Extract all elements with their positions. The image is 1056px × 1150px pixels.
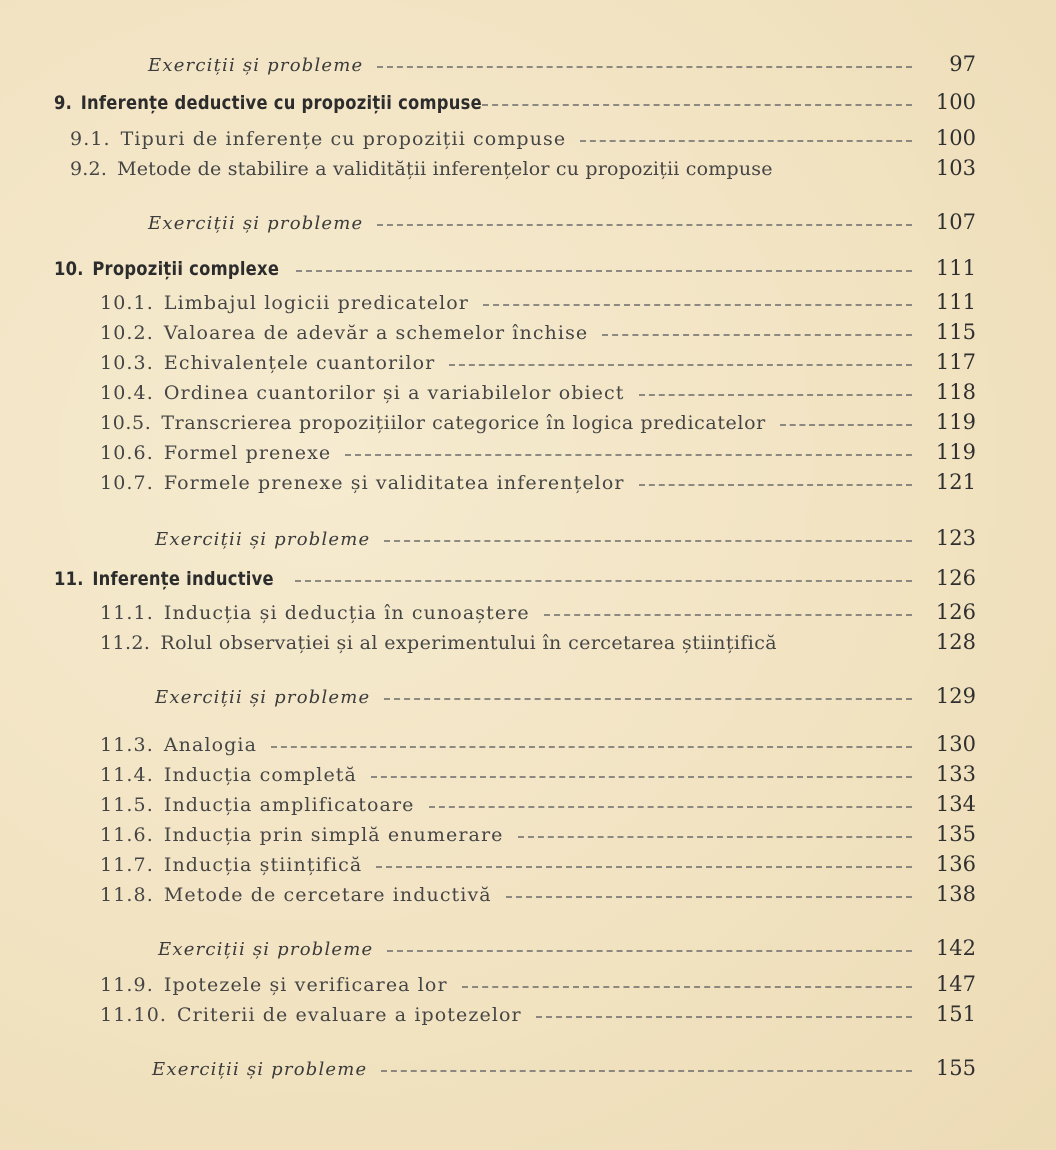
toc-entry-chapter[interactable] (0, 256, 1056, 286)
dot-leader (580, 140, 912, 142)
dot-leader (483, 304, 912, 306)
entry-title: 11. Inferențe inductive (54, 568, 274, 590)
entry-title: 11.2. Rolul observației și al experimentului în cercetarea științifică (100, 632, 778, 654)
toc-entry-section[interactable] (0, 156, 1056, 186)
toc-entry-section[interactable] (0, 320, 1056, 350)
section-number: 10.4. (100, 382, 154, 404)
section-number: 9.2. (70, 158, 108, 180)
page-number: 136 (935, 852, 976, 876)
toc-entry-section[interactable] (0, 972, 1056, 1002)
entry-title: Exerciții și probleme (158, 939, 374, 960)
entry-title: 11.10. Criterii de evaluare a ipotezelor (100, 1004, 522, 1026)
page-number: 119 (935, 410, 976, 434)
toc-entry-section[interactable] (0, 410, 1056, 440)
chapter-number: 9. (54, 92, 73, 114)
entry-title: 10.4. Ordinea cuantorilor și a variabilelor obiect (100, 382, 625, 404)
section-number: 9.1. (70, 128, 111, 150)
entry-title: 9. Inferențe deductive cu propoziții compuse (54, 92, 482, 114)
entry-title: 11.6. Inducția prin simplă enumerare (100, 824, 504, 846)
toc-entry-section[interactable] (0, 380, 1056, 410)
toc-entry-section[interactable] (0, 822, 1056, 852)
page-number: 129 (935, 684, 976, 708)
dot-leader (449, 364, 912, 366)
dot-leader (544, 614, 912, 616)
entry-title: 11.1. Inducția și deducția în cunoaștere (100, 602, 530, 624)
dot-leader (381, 1070, 912, 1072)
toc-entry-exercise[interactable] (0, 526, 1056, 556)
page-number: 107 (935, 210, 976, 234)
page-number: 118 (935, 380, 976, 404)
page-number: 111 (935, 290, 976, 314)
page-number: 103 (935, 156, 976, 180)
page-number: 134 (935, 792, 976, 816)
section-number: 10.6. (100, 442, 154, 464)
page-number: 155 (935, 1056, 976, 1080)
entry-title: 11.7. Inducția științifică (100, 854, 363, 876)
entry-title: 10. Propoziții complexe (54, 258, 280, 280)
toc-entry-section[interactable] (0, 732, 1056, 762)
entry-title: 9.1. Tipuri de inferențe cu propoziții compuse (70, 128, 567, 150)
entry-title: 10.6. Formel prenexe (100, 442, 332, 464)
page-number: 123 (935, 526, 976, 550)
section-number: 11.8. (100, 884, 154, 906)
entry-title: 11.8. Metode de cercetare inductivă (100, 884, 492, 906)
dot-leader (377, 66, 912, 68)
toc-entry-chapter[interactable] (0, 566, 1056, 596)
toc-entry-section[interactable] (0, 126, 1056, 156)
dot-leader (482, 104, 912, 106)
page-number: 135 (935, 822, 976, 846)
page-number: 111 (935, 256, 976, 280)
entry-title: Exerciții și probleme (152, 1059, 368, 1080)
dot-leader (639, 394, 913, 396)
toc-entry-section[interactable] (0, 852, 1056, 882)
toc-entry-exercise[interactable] (0, 1056, 1056, 1086)
section-number: 11.1. (100, 602, 154, 624)
page-number: 121 (935, 470, 976, 494)
dot-leader (536, 1016, 912, 1018)
dot-leader (296, 270, 912, 272)
page-number: 133 (935, 762, 976, 786)
dot-leader (295, 580, 912, 582)
toc-entry-section[interactable] (0, 470, 1056, 500)
dot-leader (271, 746, 912, 748)
entry-title: 11.5. Inducția amplificatoare (100, 794, 415, 816)
dot-leader (462, 986, 912, 988)
chapter-number: 11. (54, 568, 84, 590)
entry-title: 10.5. Transcrierea propozițiilor categorice în logica predicatelor (100, 412, 766, 434)
page-number: 142 (935, 936, 976, 960)
entry-title: Exerciții și probleme (148, 55, 364, 76)
page-number: 115 (935, 320, 976, 344)
page-number: 126 (935, 600, 976, 624)
dot-leader (506, 896, 912, 898)
entry-title: 10.2. Valoarea de adevăr a schemelor închise (100, 322, 589, 344)
page-number: 119 (935, 440, 976, 464)
dot-leader (345, 454, 912, 456)
entry-title: 11.3. Analogia (100, 734, 258, 756)
section-number: 10.5. (100, 412, 152, 434)
toc-entry-section[interactable] (0, 630, 1056, 660)
toc-entry-section[interactable] (0, 882, 1056, 912)
toc-entry-section[interactable] (0, 792, 1056, 822)
toc-entry-section[interactable] (0, 290, 1056, 320)
section-number: 11.2. (100, 632, 151, 654)
page-number: 100 (935, 126, 976, 150)
dot-leader (384, 698, 912, 700)
section-number: 11.3. (100, 734, 154, 756)
entry-title: 10.3. Echivalențele cuantorilor (100, 352, 436, 374)
entry-title: 10.7. Formele prenexe și validitatea inferențelor (100, 472, 625, 494)
dot-leader (371, 776, 912, 778)
dot-leader (387, 950, 912, 952)
section-number: 11.5. (100, 794, 154, 816)
page-number: 130 (935, 732, 976, 756)
dot-leader (518, 836, 913, 838)
toc-entry-exercise[interactable] (0, 52, 1056, 82)
page-number: 117 (935, 350, 976, 374)
toc-entry-chapter[interactable] (0, 90, 1056, 120)
dot-leader (376, 866, 912, 868)
page-number: 128 (935, 630, 976, 654)
toc-entry-section[interactable] (0, 600, 1056, 630)
page-number: 126 (935, 566, 976, 590)
page-number: 147 (935, 972, 976, 996)
entry-title: Exerciții și probleme (155, 529, 371, 550)
section-number: 10.2. (100, 322, 154, 344)
section-number: 11.4. (100, 764, 154, 786)
entry-title: Exerciții și probleme (148, 213, 364, 234)
page-number: 97 (949, 52, 976, 76)
toc-entry-exercise[interactable] (0, 936, 1056, 966)
dot-leader (780, 424, 912, 426)
toc-entry-exercise[interactable] (0, 684, 1056, 714)
entry-title: 10.1. Limbajul logicii predicatelor (100, 292, 469, 314)
entry-title: 9.2. Metode de stabilire a validității inferențelor cu propoziții compuse (70, 158, 773, 180)
page-number: 100 (935, 90, 976, 114)
toc-entry-section[interactable] (0, 350, 1056, 380)
section-number: 11.6. (100, 824, 154, 846)
toc-entry-exercise[interactable] (0, 210, 1056, 240)
dot-leader (639, 484, 912, 486)
toc-entry-section[interactable] (0, 440, 1056, 470)
toc-entry-section[interactable] (0, 1002, 1056, 1032)
dot-leader (602, 334, 912, 336)
section-number: 10.7. (100, 472, 154, 494)
section-number: 11.7. (100, 854, 154, 876)
dot-leader (384, 540, 912, 542)
entry-title: Exerciții și probleme (155, 687, 371, 708)
toc-entry-section[interactable] (0, 762, 1056, 792)
entry-title: 11.4. Inducția completă (100, 764, 357, 786)
entry-title: 11.9. Ipotezele și verificarea lor (100, 974, 448, 996)
page-number: 138 (935, 882, 976, 906)
section-number: 11.10. (100, 1004, 168, 1026)
dot-leader (429, 806, 913, 808)
section-number: 10.3. (100, 352, 154, 374)
dot-leader (377, 224, 912, 226)
section-number: 10.1. (100, 292, 154, 314)
section-number: 11.9. (100, 974, 154, 996)
chapter-number: 10. (54, 258, 84, 280)
page-number: 151 (935, 1002, 976, 1026)
